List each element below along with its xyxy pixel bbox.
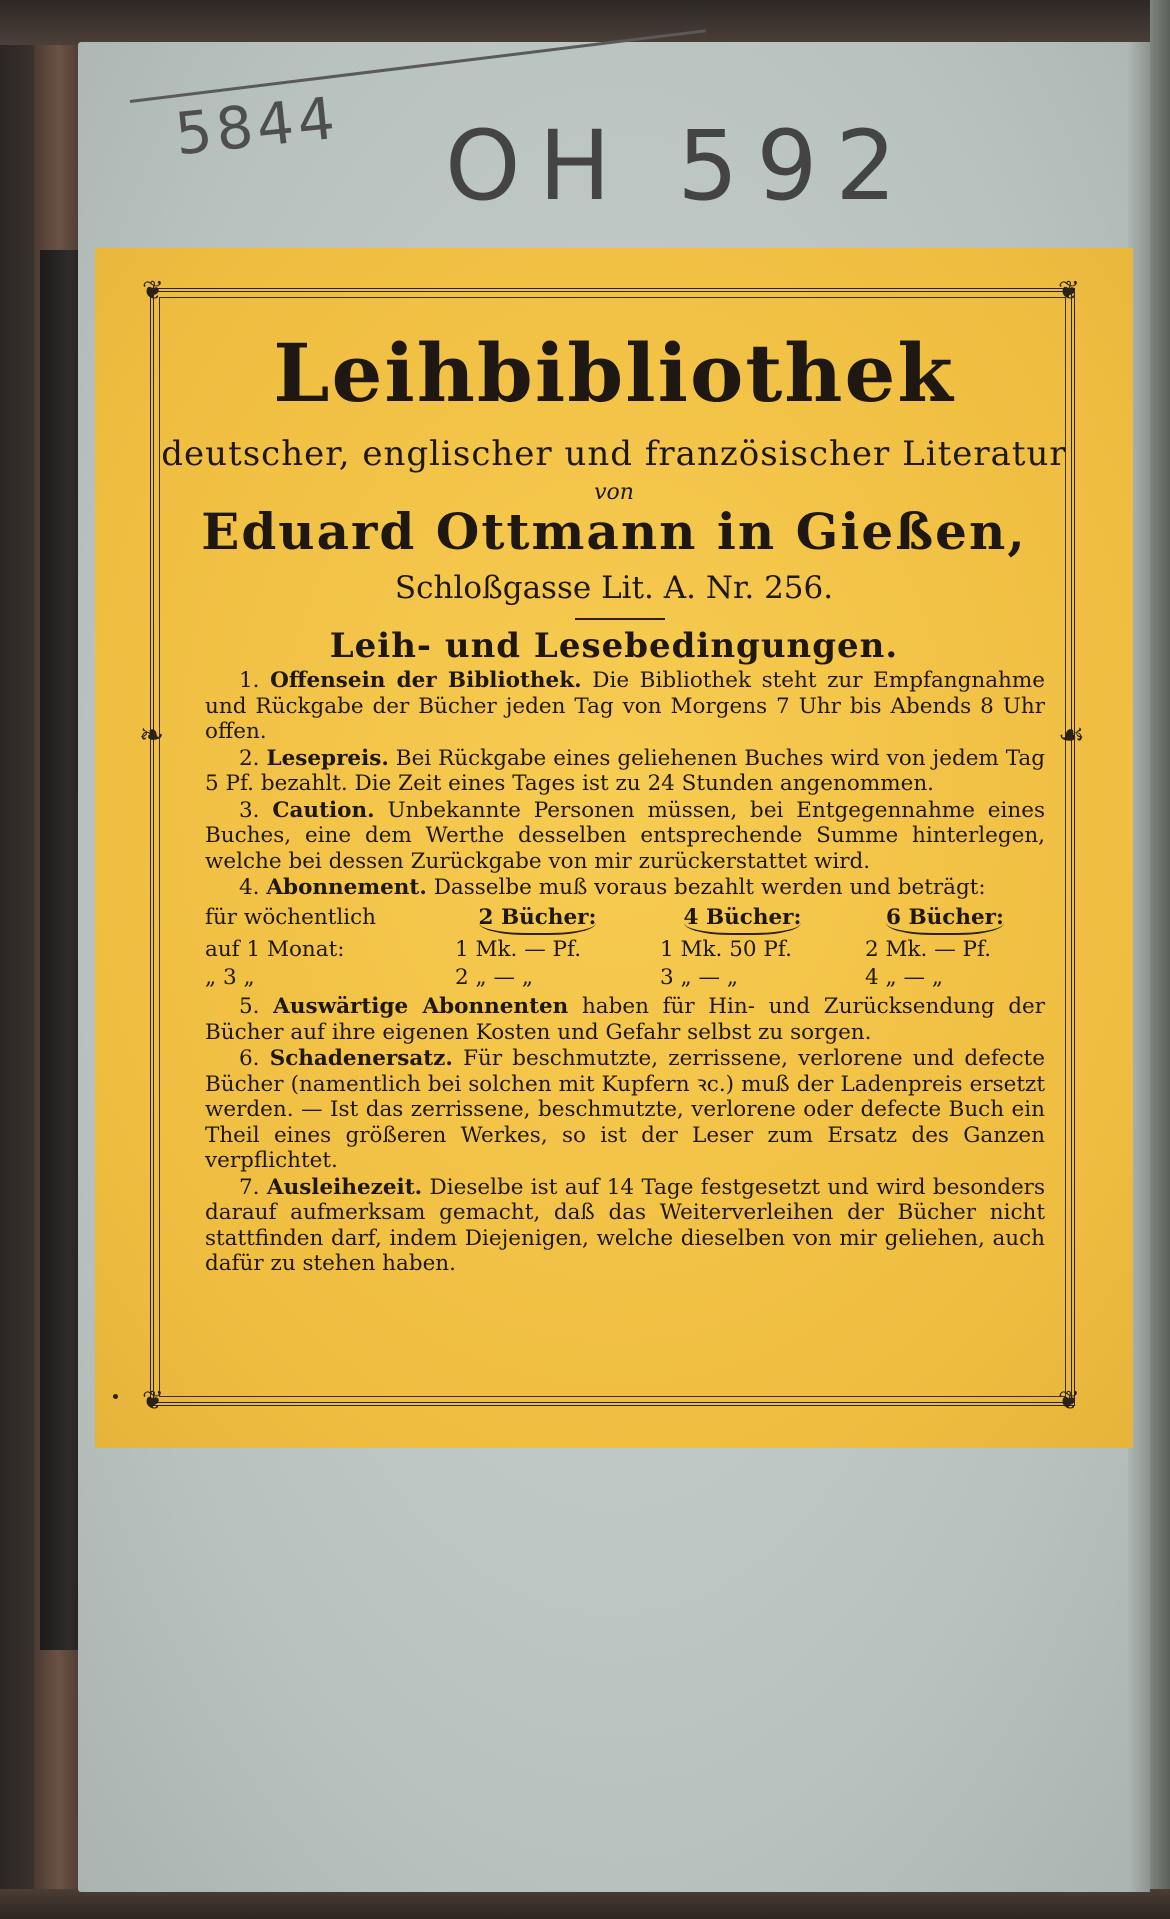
price-cell: 3 „ — „: [660, 964, 738, 990]
price-column-header: [845, 905, 1045, 936]
divider: [575, 618, 665, 620]
corner-ornament-icon: ❦: [1058, 276, 1080, 306]
book-bottom-edge: [0, 1889, 1170, 1919]
price-cell: 1 Mk. — Pf.: [455, 937, 582, 962]
condition-item: [205, 994, 1045, 1045]
side-ornament-icon: ❧: [139, 718, 165, 753]
condition-text: Dasselbe muß voraus bezahlt werden und beträgt:: [433, 875, 986, 900]
label-von: von: [594, 480, 634, 505]
condition-text: Dieselbe ist auf 14 Tage festgesetzt und wird besonders darauf aufmerksam gemacht, daß das Weiterverleihen der Bücher nicht stattfinden darf, indem Diejenigen, welche dieselben von mir geliehen, auch dafür zu stehen haben.: [205, 1174, 1045, 1276]
library-label: [95, 248, 1133, 1448]
condition-text: Die Bibliothek steht zur Empfangnahme und Rückgabe der Bücher jeden Tag von Morgens 7 Uhr bis Abends 8 Uhr offen.: [205, 668, 1046, 744]
condition-number: 7.: [239, 1174, 260, 1200]
label-address: Schloßgasse Lit. A. Nr. 256.: [394, 570, 834, 606]
condition-text: Bei Rückgabe eines geliehenen Buches wird von jedem Tag 5 Pf. bezahlt. Die Zeit eines Tages ist zu 24 Stunden angenommen.: [205, 745, 1045, 796]
condition-item: [205, 746, 1045, 797]
corner-ornament-icon: ❦: [142, 1386, 164, 1416]
condition-number: 6.: [239, 1046, 260, 1071]
ink-dot: [113, 1394, 118, 1399]
price-row-label: auf 1 Monat:: [205, 937, 345, 962]
price-column-label: 4 Bücher:: [684, 905, 802, 936]
price-column-label: 2 Bücher:: [479, 905, 597, 936]
condition-heading: Lesepreis.: [266, 745, 389, 771]
condition-heading: Ausleihezeit.: [266, 1174, 423, 1200]
condition-heading: Auswärtige Abonnenten: [273, 994, 569, 1019]
section-heading: Leih- und Lesebedingungen.: [329, 626, 899, 666]
condition-text: Unbekannte Personen müssen, bei Entgegennahme eines Buches, eine dem Werthe desselben entsprechende Summe hinterlegen, welche bei dessen Zurückgabe von mir zurückerstattet wird.: [205, 797, 1045, 874]
condition-heading: Caution.: [272, 797, 375, 823]
label-title: Leihbibliothek: [273, 326, 955, 420]
price-cell: 4 „ — „: [865, 964, 943, 990]
price-cell: 2 „ — „: [455, 964, 533, 990]
book-top-edge: [0, 0, 1170, 45]
price-column-header: [435, 905, 640, 936]
condition-item: [205, 1046, 1045, 1174]
label-subtitle: deutscher, englischer und französischer Literatur: [161, 434, 1067, 474]
condition-item: [205, 668, 1045, 745]
condition-number: 3.: [239, 797, 260, 823]
price-cell: 1 Mk. 50 Pf.: [660, 937, 792, 962]
condition-item: [205, 1175, 1045, 1277]
condition-heading: Offensein der Bibliothek.: [270, 668, 582, 693]
shelf-mark: OH 592: [445, 110, 915, 222]
conditions-text: [205, 668, 1045, 1278]
condition-number: 5.: [239, 994, 260, 1019]
condition-item: [205, 875, 1045, 901]
condition-item: [205, 798, 1045, 875]
price-row-header: für wöchentlich: [205, 904, 377, 930]
corner-ornament-icon: ❦: [1058, 1386, 1080, 1416]
price-column-label: 6 Bücher:: [886, 905, 1004, 936]
condition-text: Für beschmutzte, zerrissene, verlorene und defecte Bücher (namentlich bei solchen mit Kupfern ꝛc.) muß der Ladenpreis ersetzt werden. — Ist das zerrissene, beschmutzte, verlorene oder defecte Buch ein Theil eines größeren Werkes, so ist der Leser zum Ersatz des Ganzen verpflichtet.: [205, 1046, 1045, 1173]
price-row-label: „ 3 „: [205, 964, 255, 990]
label-owner: Eduard Ottmann in Gießen,: [201, 502, 1027, 561]
condition-heading: Abonnement.: [266, 875, 427, 900]
condition-heading: Schadenersatz.: [269, 1046, 453, 1071]
condition-text: haben für Hin- und Zurücksendung der Bücher auf ihre eigenen Kosten und Gefahr selbst zu sorgen.: [205, 994, 1045, 1045]
condition-number: 4.: [239, 875, 260, 900]
corner-ornament-icon: ❦: [142, 276, 164, 306]
price-column-header: [640, 905, 845, 936]
struck-number: 5844: [171, 83, 342, 169]
book-right-edge: [1150, 0, 1170, 1919]
condition-number: 2.: [239, 745, 260, 771]
side-ornament-icon: ☙: [1058, 718, 1085, 753]
price-table: [205, 905, 1045, 991]
price-cell: 2 Mk. — Pf.: [865, 937, 992, 962]
condition-number: 1.: [239, 668, 260, 693]
